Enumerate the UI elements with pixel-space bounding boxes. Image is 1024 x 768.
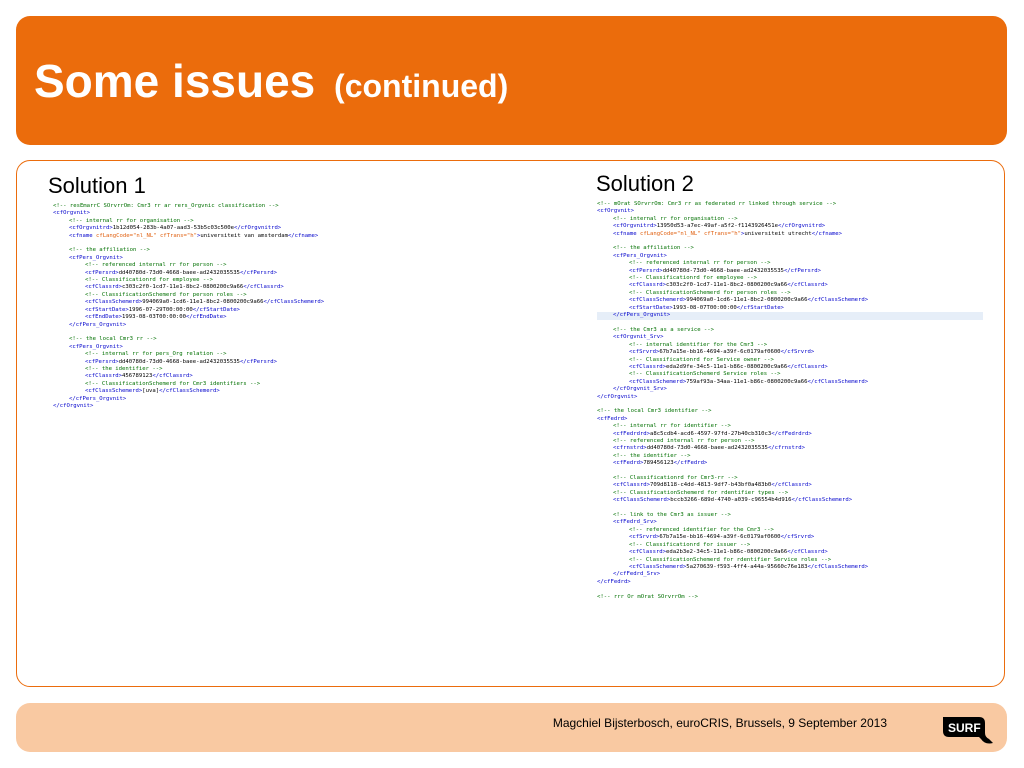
code-token: c303c2f0-1cd7-11e1-8bc2-0800200c9a66 xyxy=(122,284,244,291)
code-token: 994069a0-1cd6-11e1-8bc2-0800200c9a66 xyxy=(142,299,264,306)
code-line xyxy=(597,349,983,356)
code-token: 994069a0-1cd6-11e1-8bc2-0800200c9a66 xyxy=(686,297,808,304)
code-token: <cfPersrd> xyxy=(85,269,119,276)
code-token: <!-- referenced internal rr for person --> xyxy=(613,438,755,444)
code-token: 789456123 xyxy=(643,460,674,467)
code-token: <!-- the local Cmr3 rr --> xyxy=(69,336,157,343)
code-token xyxy=(53,329,56,335)
code-line xyxy=(53,388,324,395)
code-token: [uva] xyxy=(142,388,160,395)
code-token: 1b12d054-283b-4a07-aad3-53b5c03c500e xyxy=(112,225,235,232)
code-token: </cfClassSchemerd> xyxy=(263,299,325,306)
code-line xyxy=(597,460,983,467)
code-line xyxy=(53,210,324,217)
slide-title-main: Some issues xyxy=(34,55,316,107)
code-line xyxy=(597,379,983,386)
solution-1-heading: Solution 1 xyxy=(48,173,146,198)
code-token: </cfOrgvnit> xyxy=(53,402,94,409)
code-line xyxy=(597,534,983,541)
code-token: <cfClassSchemerd> xyxy=(629,378,687,385)
code-line xyxy=(53,299,324,306)
code-line xyxy=(597,260,983,267)
code-token: <cfFedrdrd> xyxy=(613,430,651,437)
code-line xyxy=(597,371,983,378)
solution-2-heading: Solution 2 xyxy=(596,171,694,196)
code-token: <cfOrgvnit> xyxy=(597,208,635,215)
code-line xyxy=(53,359,324,366)
code-token: </cfClassSchemerd> xyxy=(807,297,869,304)
code-line xyxy=(597,253,983,260)
code-line xyxy=(597,386,983,393)
content-panel xyxy=(16,160,1005,687)
code-token: <cfFedrd_Srv> xyxy=(613,519,657,526)
code-token: <cfOrgvnit> xyxy=(53,210,91,217)
code-token: <!-- internal rr for organisation --> xyxy=(69,217,194,224)
code-token: </cfClassSchemerd> xyxy=(159,388,220,395)
code-token: <!-- link to the Cmr3 as issuer --> xyxy=(613,512,731,519)
code-token: a8c5cdb4-acd6-4597-97fd-27b40cb310c3 xyxy=(650,430,772,437)
code-line xyxy=(53,247,324,254)
code-token: eda2d9fe-34c5-11e1-b86c-0800200c9a66 xyxy=(666,363,788,370)
code-token: > xyxy=(197,232,201,239)
code-line xyxy=(597,216,983,223)
code-token: </cfClassSchemerd> xyxy=(807,563,869,570)
code-token xyxy=(597,505,600,511)
code-token: 1993-08-07T00:00:00 xyxy=(672,304,737,311)
code-line xyxy=(597,527,983,534)
code-line xyxy=(597,490,983,497)
code-line xyxy=(597,238,983,245)
code-token: <cfFedrd> xyxy=(597,415,628,422)
code-token: <!-- Classificationrd for Service owner --> xyxy=(629,356,774,363)
code-token: <!-- referenced internal rr for person --> xyxy=(85,262,227,269)
code-token: </cfPers_Orgvnit> xyxy=(613,312,671,319)
code-line xyxy=(597,268,983,275)
code-token: </cfSrvrd> xyxy=(780,349,815,356)
code-token: <!-- the Cmr3 as a service --> xyxy=(613,326,715,333)
code-token: </cfEndDate> xyxy=(186,314,227,321)
code-line xyxy=(53,292,324,299)
code-token: > xyxy=(741,230,745,237)
code-token: <cfClassSchemerd> xyxy=(85,388,143,395)
code-token: </cfFedrd> xyxy=(673,460,708,467)
surf-logo-icon xyxy=(935,709,995,749)
code-line xyxy=(597,512,983,519)
code-token: dd40780d-73d0-4668-baee-ad2432035535 xyxy=(118,358,240,365)
code-token: </cfClassSchemerd> xyxy=(807,378,869,385)
code-token: <cfClassSchemerd> xyxy=(613,497,671,504)
code-line xyxy=(597,542,983,549)
code-token: dd40780d-73d0-4668-baee-ad2432035535 xyxy=(662,267,784,274)
code-token xyxy=(53,240,56,246)
code-line xyxy=(597,438,983,445)
code-line xyxy=(597,505,983,512)
code-token: <cfSrvrd> xyxy=(629,349,660,356)
code-line xyxy=(597,245,983,252)
code-token: cfLangCode="nl_NL" cfTrans="h" xyxy=(639,230,741,237)
code-line xyxy=(597,282,983,289)
code-token: <!-- the identifier --> xyxy=(85,365,163,372)
code-token: <cfClassSchemerd> xyxy=(629,297,687,304)
code-token: <!-- Classificationrd for Cmr3-rr --> xyxy=(613,475,738,482)
code-line xyxy=(53,403,324,410)
code-token: </cfname> xyxy=(811,230,843,237)
code-token: 759af93a-34aa-11e1-b86c-0800200c9a66 xyxy=(686,378,808,385)
code-line xyxy=(597,579,983,586)
code-line xyxy=(53,284,324,291)
solution-2-code xyxy=(597,201,983,601)
code-token xyxy=(597,320,600,326)
code-token: universiteit van amsterdam xyxy=(200,232,288,239)
code-line xyxy=(597,453,983,460)
code-token: <cfClassSchemerd> xyxy=(85,299,143,306)
code-token: 1993-08-03T00:00:00 xyxy=(122,314,187,321)
code-line xyxy=(597,327,983,334)
code-token: <cfPers_Orgvnit> xyxy=(69,343,123,350)
code-line xyxy=(597,549,983,556)
code-token: <cfPers_Orgvnit> xyxy=(69,254,123,261)
code-line xyxy=(53,307,324,314)
code-token: </cfPers_Orgvnit> xyxy=(69,395,127,402)
code-token: </cfStartDate> xyxy=(192,306,240,313)
code-line xyxy=(53,225,324,232)
code-token: <!-- ClassificationSchemerd for person roles --> xyxy=(85,291,247,298)
code-token: </cfOrgvnit_Srv> xyxy=(613,386,667,393)
code-line xyxy=(597,297,983,304)
code-token: <!-- internal rr for organisation --> xyxy=(613,215,738,222)
code-line xyxy=(597,519,983,526)
code-line xyxy=(53,277,324,284)
code-token: <!-- the affiliation --> xyxy=(69,247,150,254)
code-line xyxy=(597,564,983,571)
code-token: <cfClassrd> xyxy=(613,482,651,489)
code-token: <!-- referenced internal rr for person --> xyxy=(629,260,771,267)
code-line xyxy=(53,351,324,358)
code-line xyxy=(53,203,324,210)
code-line xyxy=(53,344,324,351)
code-token: <!-- internal rr for identifier --> xyxy=(613,423,731,430)
code-token: 709d8118-c4dd-4813-9df7-b43bf0a483b0 xyxy=(650,482,772,489)
code-token: <!-- ClassificationSchemerd Service roles --> xyxy=(629,371,781,378)
code-line xyxy=(597,357,983,364)
code-line xyxy=(597,231,983,238)
code-token: <cfOrgvnitrd> xyxy=(69,225,113,232)
code-token: 456789123 xyxy=(122,373,153,380)
code-token: <cfPers_Orgvnit> xyxy=(613,252,667,259)
code-token xyxy=(597,586,600,592)
code-line xyxy=(597,342,983,349)
code-token: </cfPersrd> xyxy=(783,267,821,274)
code-line xyxy=(597,468,983,475)
code-token: </cfFedrdrd> xyxy=(771,430,812,437)
code-token: </cfClassrd> xyxy=(152,373,193,380)
code-line xyxy=(597,223,983,230)
code-line xyxy=(597,408,983,415)
code-token: </cfPersrd> xyxy=(239,358,277,365)
code-line xyxy=(597,364,983,371)
code-line xyxy=(597,475,983,482)
code-token: </cfOrgvnitrd> xyxy=(778,223,826,230)
code-line xyxy=(597,394,983,401)
code-line xyxy=(53,322,324,329)
code-line xyxy=(53,329,324,336)
code-token: <cfOrgvnitrd> xyxy=(613,223,657,230)
code-token: </cfOrgvnit> xyxy=(597,393,638,400)
code-token: <cfStartDate> xyxy=(85,306,129,313)
code-line xyxy=(597,571,983,578)
code-token: <cfPersrd> xyxy=(629,267,663,274)
code-token: 1996-07-29T00:00:00 xyxy=(128,306,193,313)
code-line xyxy=(53,270,324,277)
slide-title xyxy=(34,55,509,107)
code-line xyxy=(53,336,324,343)
code-line xyxy=(597,305,983,312)
code-token: <!-- rrr Or mOrat SOrvrrOm --> xyxy=(597,593,699,600)
slide-title-suffix: (continued) xyxy=(334,68,509,104)
code-token: c303c2f0-1cd7-11e1-8bc2-0800200c9a66 xyxy=(666,282,788,289)
code-token: 13950d53-a7ec-49af-a5f2-f1143926451e xyxy=(656,223,779,230)
code-token: </cfOrgvnitrd> xyxy=(234,225,282,232)
code-line xyxy=(53,373,324,380)
code-token: </cfStartDate> xyxy=(736,304,784,311)
code-token: </cfFedrd_Srv> xyxy=(613,571,661,578)
code-line xyxy=(597,290,983,297)
code-token: 67b7a15e-bb16-4694-a39f-6c0179af0600 xyxy=(659,349,781,356)
code-line xyxy=(597,445,983,452)
code-token: <!-- Classificationrd for issuer --> xyxy=(629,541,751,548)
code-token: <!-- internal rr for pers_Org relation --> xyxy=(85,351,227,358)
code-token: <cfClassrd> xyxy=(85,373,123,380)
code-token: <!-- ClassificationSchemerd for rdentifier types --> xyxy=(613,489,789,496)
footer-credit: Magchiel Bijsterbosch, euroCRIS, Brussels, 9 September 2013 xyxy=(552,716,887,730)
code-token: <!-- ClassificationSchemerd for Cmr3 identifiers --> xyxy=(85,380,261,387)
code-token: <cfClassrd> xyxy=(629,282,667,289)
code-token: 67b7a15e-bb16-4694-a39f-6c0179af0600 xyxy=(659,534,781,541)
code-token: </cfname> xyxy=(287,232,319,239)
code-token: <cfPersrd> xyxy=(85,358,119,365)
code-token: <cfSrvrd> xyxy=(629,534,660,541)
code-token: <cfname xyxy=(613,230,640,237)
code-token: </cfClassrd> xyxy=(243,284,284,291)
code-line xyxy=(597,497,983,504)
code-token: <cfOrgvnit_Srv> xyxy=(613,334,664,341)
solution-1-code xyxy=(53,203,324,410)
code-token: 5a270639-f593-4ff4-a44a-95660c76e183 xyxy=(686,563,808,570)
code-token xyxy=(597,401,600,407)
code-token: <cfStartDate> xyxy=(629,304,673,311)
footer-bar xyxy=(16,703,1007,752)
code-token: <cfEndDate> xyxy=(85,314,123,321)
code-line xyxy=(53,262,324,269)
code-line xyxy=(53,314,324,321)
code-line xyxy=(597,334,983,341)
code-token: <!-- referenced identifier for the Cmr3 --> xyxy=(629,526,774,533)
code-token: </cfSrvrd> xyxy=(780,534,815,541)
code-token: <!-- Classificationrd for employee --> xyxy=(629,275,757,282)
code-token: dd40780d-73d0-4668-baee-ad2432035535 xyxy=(646,445,768,452)
code-token: <!-- the identifier --> xyxy=(613,452,691,459)
code-token: <cfname xyxy=(69,232,96,239)
title-bar xyxy=(16,16,1007,145)
code-line xyxy=(597,208,983,215)
code-token xyxy=(597,238,600,244)
code-token xyxy=(597,468,600,474)
code-line xyxy=(53,396,324,403)
code-token: <!-- ClassificationSchemerd for person roles --> xyxy=(629,289,791,296)
code-line xyxy=(53,366,324,373)
code-token: </cfPersrd> xyxy=(239,269,277,276)
code-token: </cfClassSchemerd> xyxy=(791,497,853,504)
code-line xyxy=(597,201,983,208)
code-line xyxy=(53,218,324,225)
code-line xyxy=(597,594,983,601)
code-token: <!-- mOrat SOrvrrOm: Cmr3 rr as federated rr linked through service --> xyxy=(597,201,837,207)
code-token: </cfPers_Orgvnit> xyxy=(69,321,127,328)
code-token: <cfrnstrd> xyxy=(613,445,647,452)
code-token: </cfrnstrd> xyxy=(767,445,805,452)
code-token: <!-- ClassificationSchemerd for rdentifier Service roles --> xyxy=(629,556,832,563)
code-line xyxy=(53,233,324,240)
code-line xyxy=(597,423,983,430)
code-line xyxy=(597,275,983,282)
code-line xyxy=(53,240,324,247)
code-token: <!-- the local Cmr3 identifier --> xyxy=(597,408,712,415)
code-token: <!-- the affiliation --> xyxy=(613,245,694,252)
code-token: <cfClassrd> xyxy=(629,363,667,370)
code-token: </cfFedrd> xyxy=(597,578,631,585)
code-token: </cfClassrd> xyxy=(787,282,828,289)
code-token: <cfClassrd> xyxy=(85,284,123,291)
code-token: universiteit utrecht xyxy=(744,230,812,237)
code-token: <!-- resEmarrC SOrvrrOm: Cmr3 rr ar rers_Orgvnic classification --> xyxy=(53,203,279,209)
code-line xyxy=(597,431,983,438)
code-line xyxy=(597,586,983,593)
code-line xyxy=(597,401,983,408)
code-token: </cfClassrd> xyxy=(771,482,812,489)
code-token: <cfClassrd> xyxy=(629,549,667,556)
code-token: <cfFedrd> xyxy=(613,460,644,467)
code-line xyxy=(597,557,983,564)
code-token: <cfClassSchemerd> xyxy=(629,563,687,570)
code-line xyxy=(597,416,983,423)
code-token: bccb3266-689d-4740-a039-c96554b4d916 xyxy=(670,497,792,504)
code-token: </cfClassrd> xyxy=(787,549,828,556)
code-line xyxy=(597,482,983,489)
code-token: cfLangCode="nl_NL" cfTrans="h" xyxy=(95,232,197,239)
code-token: eda2b3e2-34c5-11e1-b86c-0800200c9a66 xyxy=(666,549,788,556)
code-token: </cfClassrd> xyxy=(787,363,828,370)
code-line xyxy=(597,320,983,327)
code-line xyxy=(53,381,324,388)
logo-text: SURF xyxy=(948,721,981,735)
code-token: <!-- Classificationrd for employee --> xyxy=(85,277,213,284)
code-line xyxy=(53,255,324,262)
code-token: <!-- internal identifier for the Cmr3 --> xyxy=(629,341,768,348)
code-line xyxy=(597,312,983,319)
code-token: dd40780d-73d0-4668-baee-ad2432035535 xyxy=(118,269,240,276)
